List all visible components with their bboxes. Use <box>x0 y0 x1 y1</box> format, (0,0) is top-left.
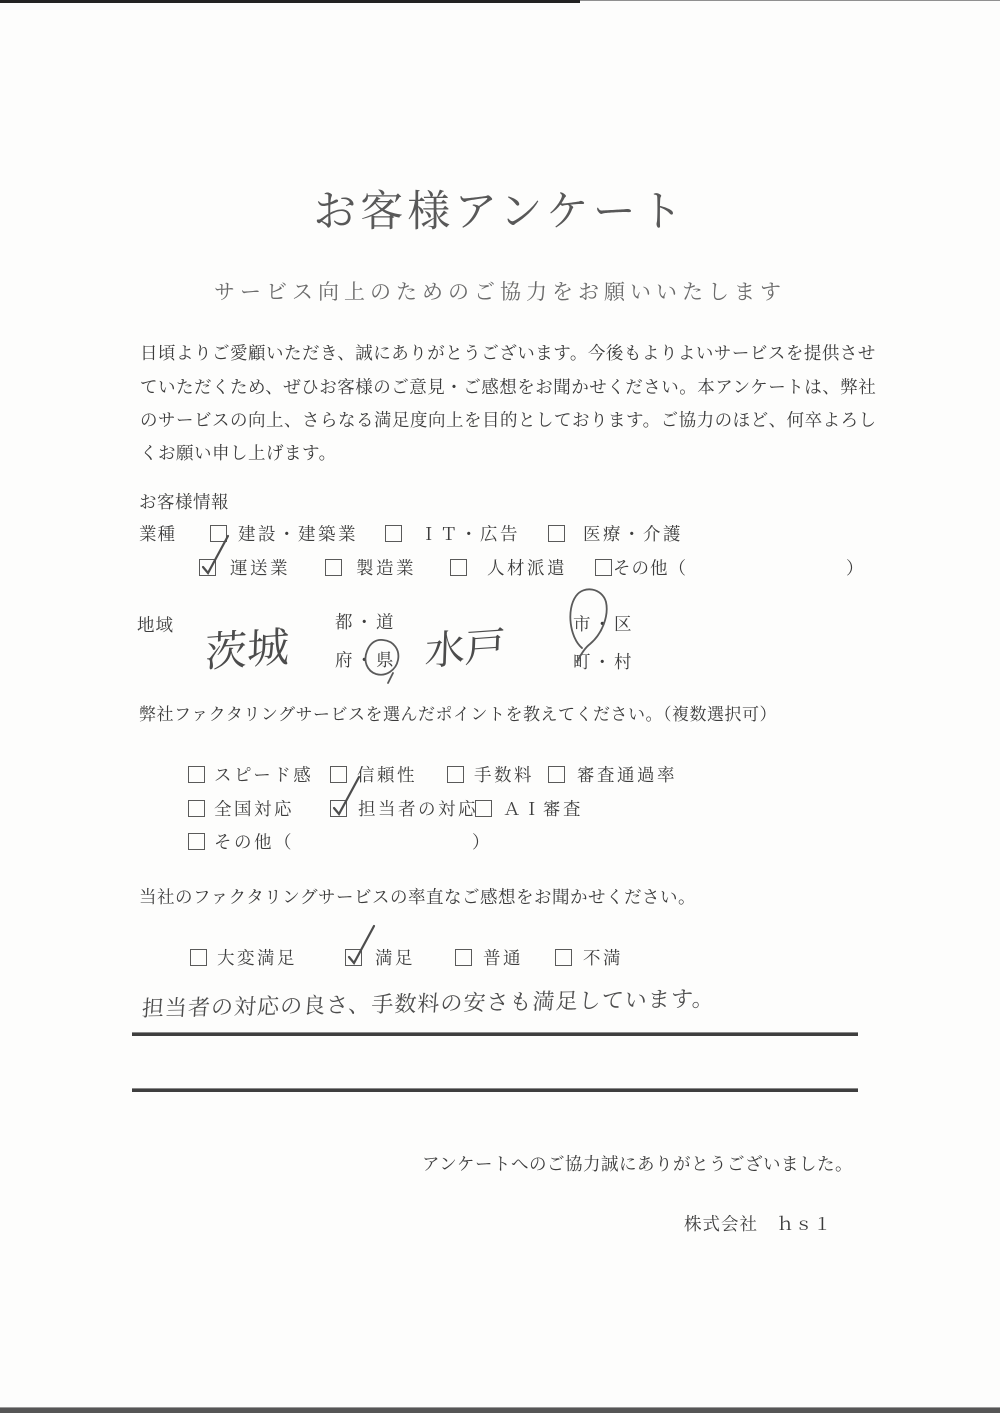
handwritten-checkmark-icon <box>195 531 233 577</box>
checkbox-manufacturing-label: 製造業 <box>356 558 416 578</box>
checkbox-dissatisfied-label: 不満 <box>583 948 623 968</box>
checkbox-industry-other-label: その他（ <box>613 558 687 578</box>
customer-info-heading: お客様情報 <box>139 492 229 512</box>
checkbox-transport <box>199 559 216 576</box>
prefecture-options-bottom: 府・県 <box>335 650 397 670</box>
prefecture-options-top: 都・道 <box>335 612 397 632</box>
handwritten-circle-ken-icon <box>360 634 406 684</box>
handwritten-prefecture: 茨城 <box>204 622 291 677</box>
points-other-close-paren: ） <box>472 832 492 852</box>
checkbox-ai-review <box>475 800 492 817</box>
footer-thanks: アンケートへのご協力誠にありがとうございました。 <box>422 1154 853 1174</box>
checkbox-fees <box>447 766 464 783</box>
footer-company: 株式会社 ｈｓ１ <box>684 1214 832 1234</box>
checkbox-ai-review-label: ＡＩ審査 <box>503 799 583 819</box>
checkbox-manufacturing <box>325 559 342 576</box>
scan-edge-top <box>0 0 580 3</box>
checkbox-points-other <box>188 833 205 850</box>
checkbox-neutral <box>455 949 472 966</box>
checkbox-nationwide-label: 全国対応 <box>214 799 294 819</box>
checkbox-staff-response <box>330 800 347 817</box>
intro-line: 日頃よりご愛顧いただき、誠にありがとうございます。今後もよりよいサービスを提供させ <box>140 343 876 363</box>
checkbox-staffing <box>450 559 467 576</box>
city-options-bottom: 町・村 <box>573 652 635 672</box>
checkbox-transport-label: 運送業 <box>230 558 290 578</box>
industry-other-close-paren: ） <box>846 558 866 578</box>
intro-line: くお願い申し上げます。 <box>140 443 337 463</box>
region-label: 地域 <box>137 615 174 635</box>
checkbox-reliability-label: 信頼性 <box>357 765 417 785</box>
city-options-top: 市・区 <box>573 614 635 634</box>
checkbox-medical <box>548 525 565 542</box>
checkbox-industry-other <box>595 559 612 576</box>
question-points-prompt: 弊社ファクタリングサービスを選んだポイントを教えてください。（複数選択可） <box>139 705 777 724</box>
checkbox-staff-response-label: 担当者の対応 <box>358 799 478 819</box>
answer-line <box>132 1032 858 1036</box>
checkbox-pass-rate <box>548 766 565 783</box>
checkbox-staffing-label: 人材派遣 <box>487 558 567 578</box>
checkbox-points-other-label: その他（ <box>214 832 294 852</box>
handwritten-checkmark-icon <box>341 921 379 967</box>
checkbox-medical-label: 医療・介護 <box>583 524 683 544</box>
checkbox-very-satisfied-label: 大変満足 <box>217 948 297 968</box>
checkbox-satisfied <box>345 949 362 966</box>
checkbox-speed <box>188 766 205 783</box>
checkbox-dissatisfied <box>555 949 572 966</box>
checkbox-nationwide <box>188 800 205 817</box>
checkbox-construction-label: 建設・建築業 <box>238 524 358 544</box>
page-title: お客様アンケート <box>313 189 687 236</box>
checkbox-fees-label: 手数料 <box>474 765 534 785</box>
handwritten-city: 水戸 <box>424 623 507 675</box>
handwritten-comment: 担当者の対応の良さ、手数料の安さも満足しています。 <box>140 987 716 1022</box>
checkbox-satisfied-label: 満足 <box>375 948 415 968</box>
answer-line <box>132 1088 858 1092</box>
checkbox-pass-rate-label: 審査通過率 <box>577 765 677 785</box>
scan-edge-bottom <box>0 1407 1000 1413</box>
checkbox-neutral-label: 普通 <box>483 948 523 968</box>
checkbox-very-satisfied <box>190 949 207 966</box>
checkbox-speed-label: スピード感 <box>214 765 314 785</box>
checkbox-it-ad-label: ＩＴ・広告 <box>420 524 520 544</box>
checkbox-it-ad <box>385 525 402 542</box>
intro-line: のサービスの向上、さらなる満足度向上を目的としております。ご協力のほど、何卒よろし <box>140 410 877 430</box>
intro-line: ていただくため、ぜひお客様のご意見・ご感想をお聞かせください。本アンケートは、弊社 <box>140 377 877 397</box>
handwritten-circle-shi-icon <box>562 586 618 664</box>
page-subtitle: サービス向上のためのご協力をお願いいたします <box>214 280 786 304</box>
industry-label: 業種 <box>139 524 176 544</box>
question-impression-prompt: 当社のファクタリングサービスの率直なご感想をお聞かせください。 <box>139 887 696 907</box>
